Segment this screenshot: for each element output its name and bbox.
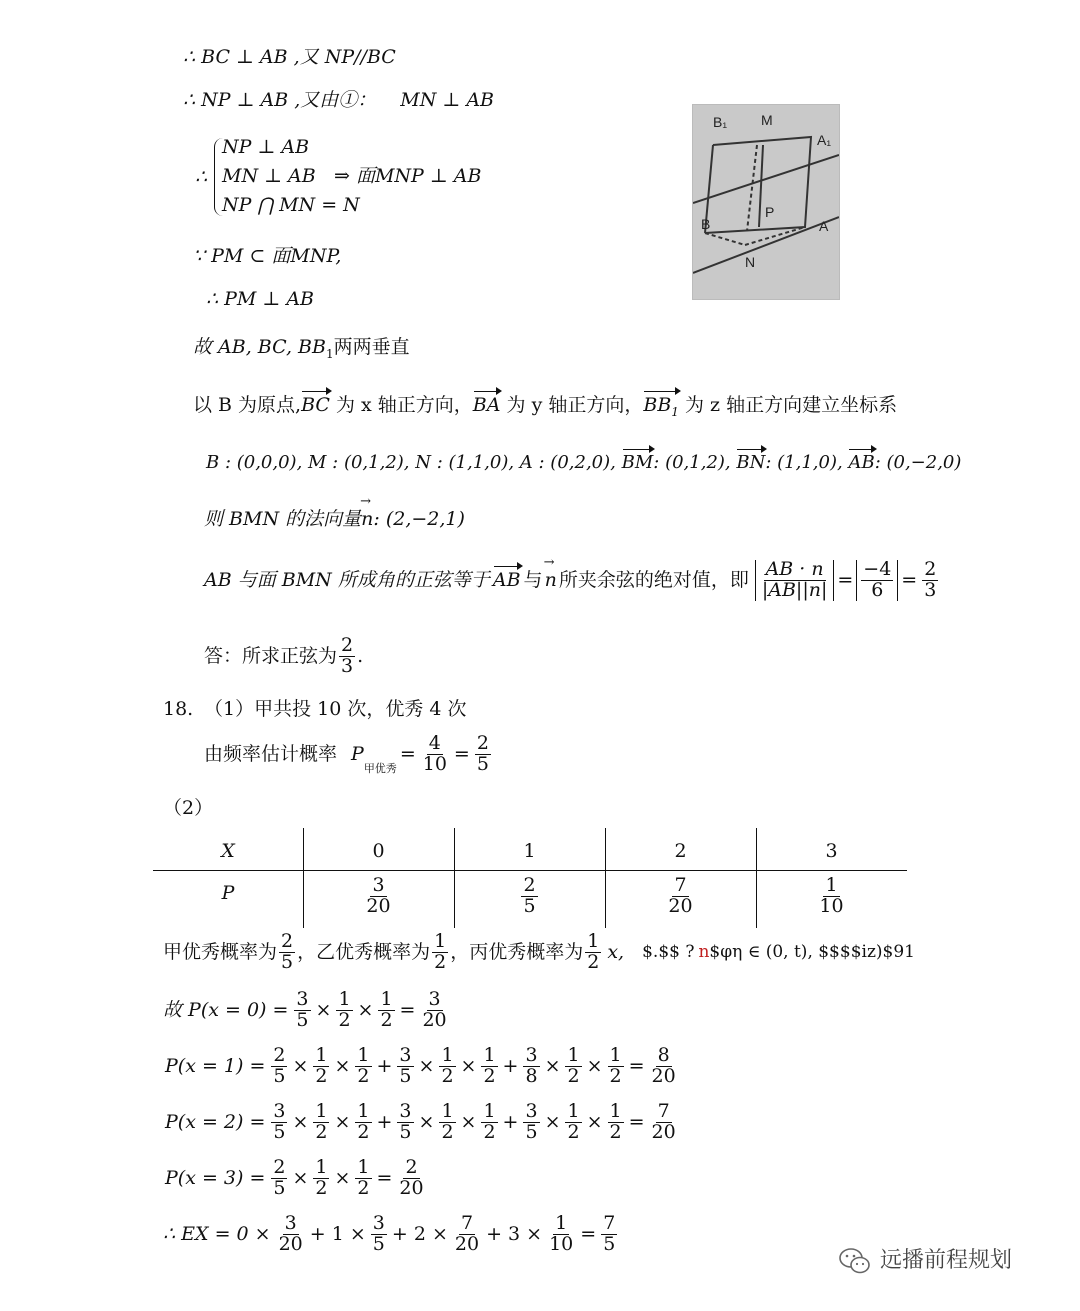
fraction-den: 10	[549, 1232, 574, 1255]
fraction	[608, 1046, 624, 1087]
fraction-den: 2	[338, 1008, 351, 1031]
wechat-icon	[838, 1246, 872, 1276]
operator: ×	[315, 999, 332, 1022]
l7-p1: 以 B 为原点,	[193, 394, 302, 416]
line-np-text: ∴ NP ⊥ AB ,又由①：	[183, 89, 377, 111]
line-mutually-perpendicular	[193, 336, 410, 361]
equation-result	[397, 1158, 425, 1199]
sine-result-den: 3	[924, 578, 937, 601]
vector-bm: BM	[621, 452, 654, 473]
vector-bn: BN	[736, 452, 766, 473]
fraction-num: 1	[567, 1044, 580, 1066]
equation-lhs: P(x = 2) =	[165, 1111, 266, 1134]
fraction	[378, 990, 394, 1031]
operator: ×	[292, 1167, 309, 1190]
operator: =	[376, 1167, 393, 1190]
equation-p3	[165, 1158, 428, 1199]
fraction	[439, 1046, 455, 1087]
operator: + 3 ×	[486, 1223, 543, 1246]
fraction-den: 2	[315, 1176, 328, 1199]
fraction-den: 2	[315, 1120, 328, 1143]
fraction-num: 1	[338, 988, 351, 1010]
fraction-num: 1	[315, 1044, 328, 1066]
garbled-text-1: $.$$ ?	[642, 942, 695, 963]
fraction-num: 1	[567, 1100, 580, 1122]
operator: ×	[418, 1111, 435, 1134]
fraction	[271, 1046, 287, 1087]
question-18-part1: （1）甲共投 10 次，优秀 4 次	[204, 698, 467, 720]
fraction-num: 3	[296, 988, 309, 1010]
p0-num: 3	[372, 874, 385, 896]
estimate-frac-2	[475, 734, 491, 775]
prob-a-text: 甲优秀概率为	[163, 941, 278, 964]
table-cell-p1	[454, 876, 605, 917]
label-p: P	[765, 204, 775, 220]
mid-fraction	[861, 560, 893, 601]
line-normal-vector	[204, 508, 465, 531]
fraction-den: 5	[372, 1232, 385, 1255]
table-row-divider	[153, 870, 907, 871]
system-line-3: NP ⋂ MN = N	[222, 194, 360, 216]
distribution-table	[153, 828, 907, 928]
equation-p2	[165, 1102, 680, 1143]
fraction	[547, 1214, 575, 1255]
fraction	[481, 1102, 497, 1143]
fraction	[397, 1046, 413, 1087]
fraction-den: 2	[567, 1064, 580, 1087]
table-cell-p3	[756, 876, 907, 917]
eq-sign-2: =	[901, 569, 918, 592]
l10-p2: 与	[523, 569, 543, 592]
equation-lhs: P(x = 3) =	[165, 1167, 266, 1190]
operator: =	[399, 999, 416, 1022]
fraction	[608, 1102, 624, 1143]
vector-bb1-sub: 1	[671, 404, 679, 419]
table-header-0: 0	[372, 840, 385, 862]
p3-num: 1	[825, 874, 838, 896]
line-mn-text: MN ⊥ AB	[400, 89, 495, 111]
fraction-num: 1	[315, 1156, 328, 1178]
fraction	[355, 1046, 371, 1087]
operator: ×	[292, 1055, 309, 1078]
fraction	[523, 1046, 539, 1087]
prob-a-num: 2	[281, 930, 294, 952]
fraction	[481, 1046, 497, 1087]
fraction-num: 1	[555, 1212, 568, 1234]
fraction-num: 7	[657, 1100, 670, 1122]
estimate-p: P	[351, 743, 364, 766]
vector-bn-value: : (1,1,0),	[765, 452, 843, 473]
l8-points: B : (0,0,0), M : (0,1,2), N : (1,1,0), A : (0,2,0),	[206, 452, 616, 473]
fraction-num: 1	[357, 1100, 370, 1122]
watermark-text: 远播前程规划	[880, 1247, 1013, 1273]
line-answer	[204, 636, 363, 677]
operator: +	[376, 1055, 393, 1078]
p1-num: 2	[523, 874, 536, 896]
fraction-den: 2	[609, 1064, 622, 1087]
l6-text: 故 AB, BC, BB	[193, 336, 326, 358]
equation-expectation	[163, 1214, 619, 1255]
normal-vector-n: n →	[361, 508, 373, 531]
operator: +	[502, 1055, 519, 1078]
prob-x: x,	[607, 941, 625, 964]
fraction-num: 1	[315, 1100, 328, 1122]
cosine-num: AB · n	[765, 558, 824, 580]
prism-sketch-photo	[692, 104, 840, 300]
estimate-text: 由频率估计概率	[204, 743, 338, 766]
system-line-1: NP ⊥ AB	[222, 136, 310, 158]
question-18-number: 18.	[163, 698, 194, 720]
fraction-num: 3	[399, 1100, 412, 1122]
fraction	[271, 1158, 287, 1199]
equation-lhs: 故 P(x = 0) =	[163, 999, 289, 1022]
l9-text: 则 BMN 的法向量	[204, 508, 362, 530]
question-18-estimate: 由频率估计概率 P $_{甲优秀}$ = $\frac{4}{10}$ = $\frac{2}{5}$	[204, 732, 489, 775]
fraction-den: 2	[483, 1120, 496, 1143]
fraction-den: 5	[273, 1176, 286, 1199]
fraction-den: 2	[567, 1120, 580, 1143]
fraction-num: 2	[273, 1156, 286, 1178]
table-cell-p2	[605, 876, 756, 917]
label-b1: B₁	[713, 114, 728, 130]
answer-text: 答：所求正弦为	[204, 645, 338, 668]
table-row-label-p: P	[221, 882, 235, 904]
fraction-num: 3	[372, 1212, 385, 1234]
vector-ab-value: : (0,−2,0)	[874, 452, 962, 473]
fraction	[565, 1046, 581, 1087]
watermark	[838, 1246, 1012, 1276]
fraction-num: 1	[609, 1044, 622, 1066]
operator: ×	[460, 1055, 477, 1078]
prism-sketch-icon	[693, 105, 839, 299]
prob-b-text: ，乙优秀概率为	[297, 941, 431, 964]
l9-value: : (2,−2,1)	[373, 508, 465, 530]
fraction-den: 2	[441, 1064, 454, 1087]
fraction	[439, 1102, 455, 1143]
fraction-den: 20	[454, 1232, 480, 1255]
fraction-den: 2	[609, 1120, 622, 1143]
fraction-num: 3	[525, 1044, 538, 1066]
fraction-den: 2	[357, 1176, 370, 1199]
fraction-num: 1	[609, 1100, 622, 1122]
operator: =	[628, 1055, 645, 1078]
garbled-red: n	[698, 942, 710, 963]
equation-p1	[165, 1046, 680, 1087]
l6-sub: 1	[325, 346, 334, 361]
l6-tail: 两两垂直	[333, 336, 410, 358]
fraction	[271, 1102, 287, 1143]
equation-result	[420, 990, 448, 1031]
fraction-num: 1	[441, 1044, 454, 1066]
fraction-den: 5	[399, 1064, 412, 1087]
operator: =	[628, 1111, 645, 1134]
line-sine-formula	[204, 560, 940, 601]
prob-c-num: 1	[587, 930, 600, 952]
operator: ×	[292, 1111, 309, 1134]
prob-a-den: 5	[281, 950, 294, 973]
operator: ×	[544, 1055, 561, 1078]
mid-den: 6	[871, 578, 884, 601]
question-18-part2: （2）	[163, 797, 214, 819]
vector-ab: AB	[848, 452, 875, 473]
l10-p1: AB 与面 BMN 所成角的正弦等于	[204, 569, 490, 592]
fraction-num: 1	[357, 1044, 370, 1066]
fraction-den: 5	[399, 1120, 412, 1143]
cosine-fraction	[760, 560, 830, 601]
table-header-x: X	[221, 840, 235, 862]
table-cell-p0	[303, 876, 454, 917]
fraction	[313, 1102, 329, 1143]
equation-p0	[163, 990, 451, 1031]
fraction-den: 2	[357, 1064, 370, 1087]
answer-period: .	[357, 645, 364, 668]
table-header-2: 2	[674, 840, 687, 862]
vector-bb1-text: BB	[643, 394, 672, 416]
fraction-den: 2	[315, 1064, 328, 1087]
label-n: N	[745, 254, 756, 270]
operator: ×	[460, 1111, 477, 1134]
fraction-num: 2	[273, 1044, 286, 1066]
estimate-frac-2-num: 2	[476, 732, 489, 754]
sine-result	[922, 560, 938, 601]
prob-b-den: 2	[434, 950, 447, 973]
fraction-num: 7	[603, 1212, 616, 1234]
label-a1: A₁	[817, 132, 832, 148]
l7-p2: 为 x 轴正方向，	[336, 394, 473, 416]
equation-lhs: P(x = 1) =	[165, 1055, 266, 1078]
vector-bb1	[643, 394, 679, 419]
fraction	[371, 1214, 387, 1255]
fraction-den: 5	[603, 1232, 616, 1255]
abs-cosine	[755, 560, 835, 601]
garbled-text-2: $φη ∈ (0, t), $$$$iz)$91	[709, 942, 915, 963]
equation-result	[650, 1102, 678, 1143]
fraction-num: 7	[460, 1212, 474, 1234]
system-line-2: MN ⊥ AB	[222, 165, 316, 187]
vector-bc: BC	[301, 394, 330, 416]
table-header-3: 3	[825, 840, 838, 862]
l10-vector-ab: AB	[492, 569, 521, 592]
operator: ×	[544, 1111, 561, 1134]
fraction-num: 1	[380, 988, 393, 1010]
label-a: A	[819, 218, 829, 234]
fraction-num: 3	[284, 1212, 297, 1234]
cosine-den: |AB||n|	[761, 578, 828, 601]
table-header-1: 1	[523, 840, 536, 862]
fraction-den: 5	[525, 1120, 538, 1143]
p2-den: 20	[668, 894, 693, 917]
operator: + 1 ×	[309, 1223, 366, 1246]
fraction	[355, 1158, 371, 1199]
operator: =	[580, 1223, 597, 1246]
fraction-num: 1	[441, 1100, 454, 1122]
fraction	[523, 1102, 539, 1143]
fraction-den: 20	[399, 1176, 424, 1199]
mid-num: −4	[863, 558, 892, 580]
estimate-frac-1-num: 4	[428, 732, 441, 754]
p2-num: 7	[674, 874, 687, 896]
prob-c-text: ，丙优秀概率为	[450, 941, 584, 964]
system-therefore: ∴	[195, 166, 208, 188]
fraction-num: 1	[483, 1044, 496, 1066]
sine-result-num: 2	[924, 558, 937, 580]
abs-mid	[856, 560, 898, 601]
equation-result	[650, 1046, 678, 1087]
fraction	[355, 1102, 371, 1143]
fraction-num: 1	[357, 1156, 370, 1178]
fraction-den: 2	[357, 1120, 370, 1143]
prob-c-den: 2	[587, 950, 600, 973]
fraction-den: 20	[651, 1120, 676, 1143]
fraction-num: 3	[428, 988, 441, 1010]
estimate-frac-1	[421, 734, 449, 775]
fraction-num: 8	[657, 1044, 670, 1066]
vector-bm-value: : (0,1,2),	[653, 452, 731, 473]
operator: +	[502, 1111, 519, 1134]
operator: ×	[586, 1111, 603, 1134]
fraction	[313, 1046, 329, 1087]
l10-p3: 所夹余弦的绝对值，即	[558, 569, 749, 592]
operator: ×	[334, 1055, 351, 1078]
fraction-den: 5	[273, 1120, 286, 1143]
operator: +	[376, 1111, 393, 1134]
fraction-den: 20	[422, 1008, 447, 1031]
fraction-den: 5	[273, 1064, 286, 1087]
expectation-lhs: ∴ EX = 0 ×	[163, 1223, 271, 1246]
operator: ×	[586, 1055, 603, 1078]
fraction	[453, 1214, 481, 1255]
line-coordinate-system	[193, 394, 897, 419]
estimate-frac-2-den: 5	[476, 752, 489, 775]
operator: ×	[334, 1167, 351, 1190]
fraction-den: 20	[651, 1064, 676, 1087]
fraction	[336, 990, 352, 1031]
estimate-frac-1-den: 10	[422, 752, 447, 775]
fraction-den: 20	[278, 1232, 303, 1255]
line-pm-in-plane: ∵ PM ⊂ 面MNP,	[193, 245, 342, 267]
l7-p4: 为 z 轴正方向建立坐标系	[684, 394, 898, 416]
eq-sign-1: =	[837, 569, 854, 592]
line-pm-perp-ab: ∴ PM ⊥ AB	[206, 288, 314, 310]
fraction-num: 3	[273, 1100, 286, 1122]
l7-p3: 为 y 轴正方向，	[506, 394, 644, 416]
fraction-den: 5	[296, 1008, 309, 1031]
fraction	[277, 1214, 305, 1255]
fraction	[313, 1158, 329, 1199]
label-b: B	[701, 216, 711, 232]
operator: + 2 ×	[391, 1223, 448, 1246]
fraction-num: 1	[483, 1100, 496, 1122]
system-result: ⇒ 面MNP ⊥ AB	[334, 165, 482, 187]
prob-b-num: 1	[434, 930, 447, 952]
p3-den: 10	[819, 894, 844, 917]
fraction-den: 2	[483, 1064, 496, 1087]
l10-vector-n: n →	[545, 569, 557, 592]
p1-den: 5	[523, 894, 536, 917]
operator: ×	[418, 1055, 435, 1078]
fraction	[397, 1102, 413, 1143]
fraction-den: 2	[441, 1120, 454, 1143]
fraction-den: 2	[380, 1008, 393, 1031]
answer-num: 2	[341, 634, 354, 656]
label-m: M	[761, 112, 773, 128]
answer-fraction	[339, 636, 355, 677]
expectation-result	[601, 1214, 617, 1255]
fraction-num: 3	[525, 1100, 538, 1122]
fraction	[294, 990, 310, 1031]
operator: ×	[357, 999, 374, 1022]
line-bc-perp-ab: ∴ BC ⊥ AB ,又 NP//BC	[183, 46, 396, 68]
fraction	[565, 1102, 581, 1143]
operator: ×	[334, 1111, 351, 1134]
vector-ba: BA	[472, 394, 501, 416]
line-individual-probs	[163, 932, 915, 973]
line-point-coordinates	[206, 452, 961, 474]
line-np-perp-ab	[183, 89, 494, 112]
fraction-den: 8	[525, 1064, 538, 1087]
estimate-sub: 甲优秀	[363, 761, 397, 775]
fraction-num: 2	[405, 1156, 418, 1178]
fraction-num: 3	[399, 1044, 412, 1066]
p0-den: 20	[366, 894, 391, 917]
answer-den: 3	[341, 654, 354, 677]
